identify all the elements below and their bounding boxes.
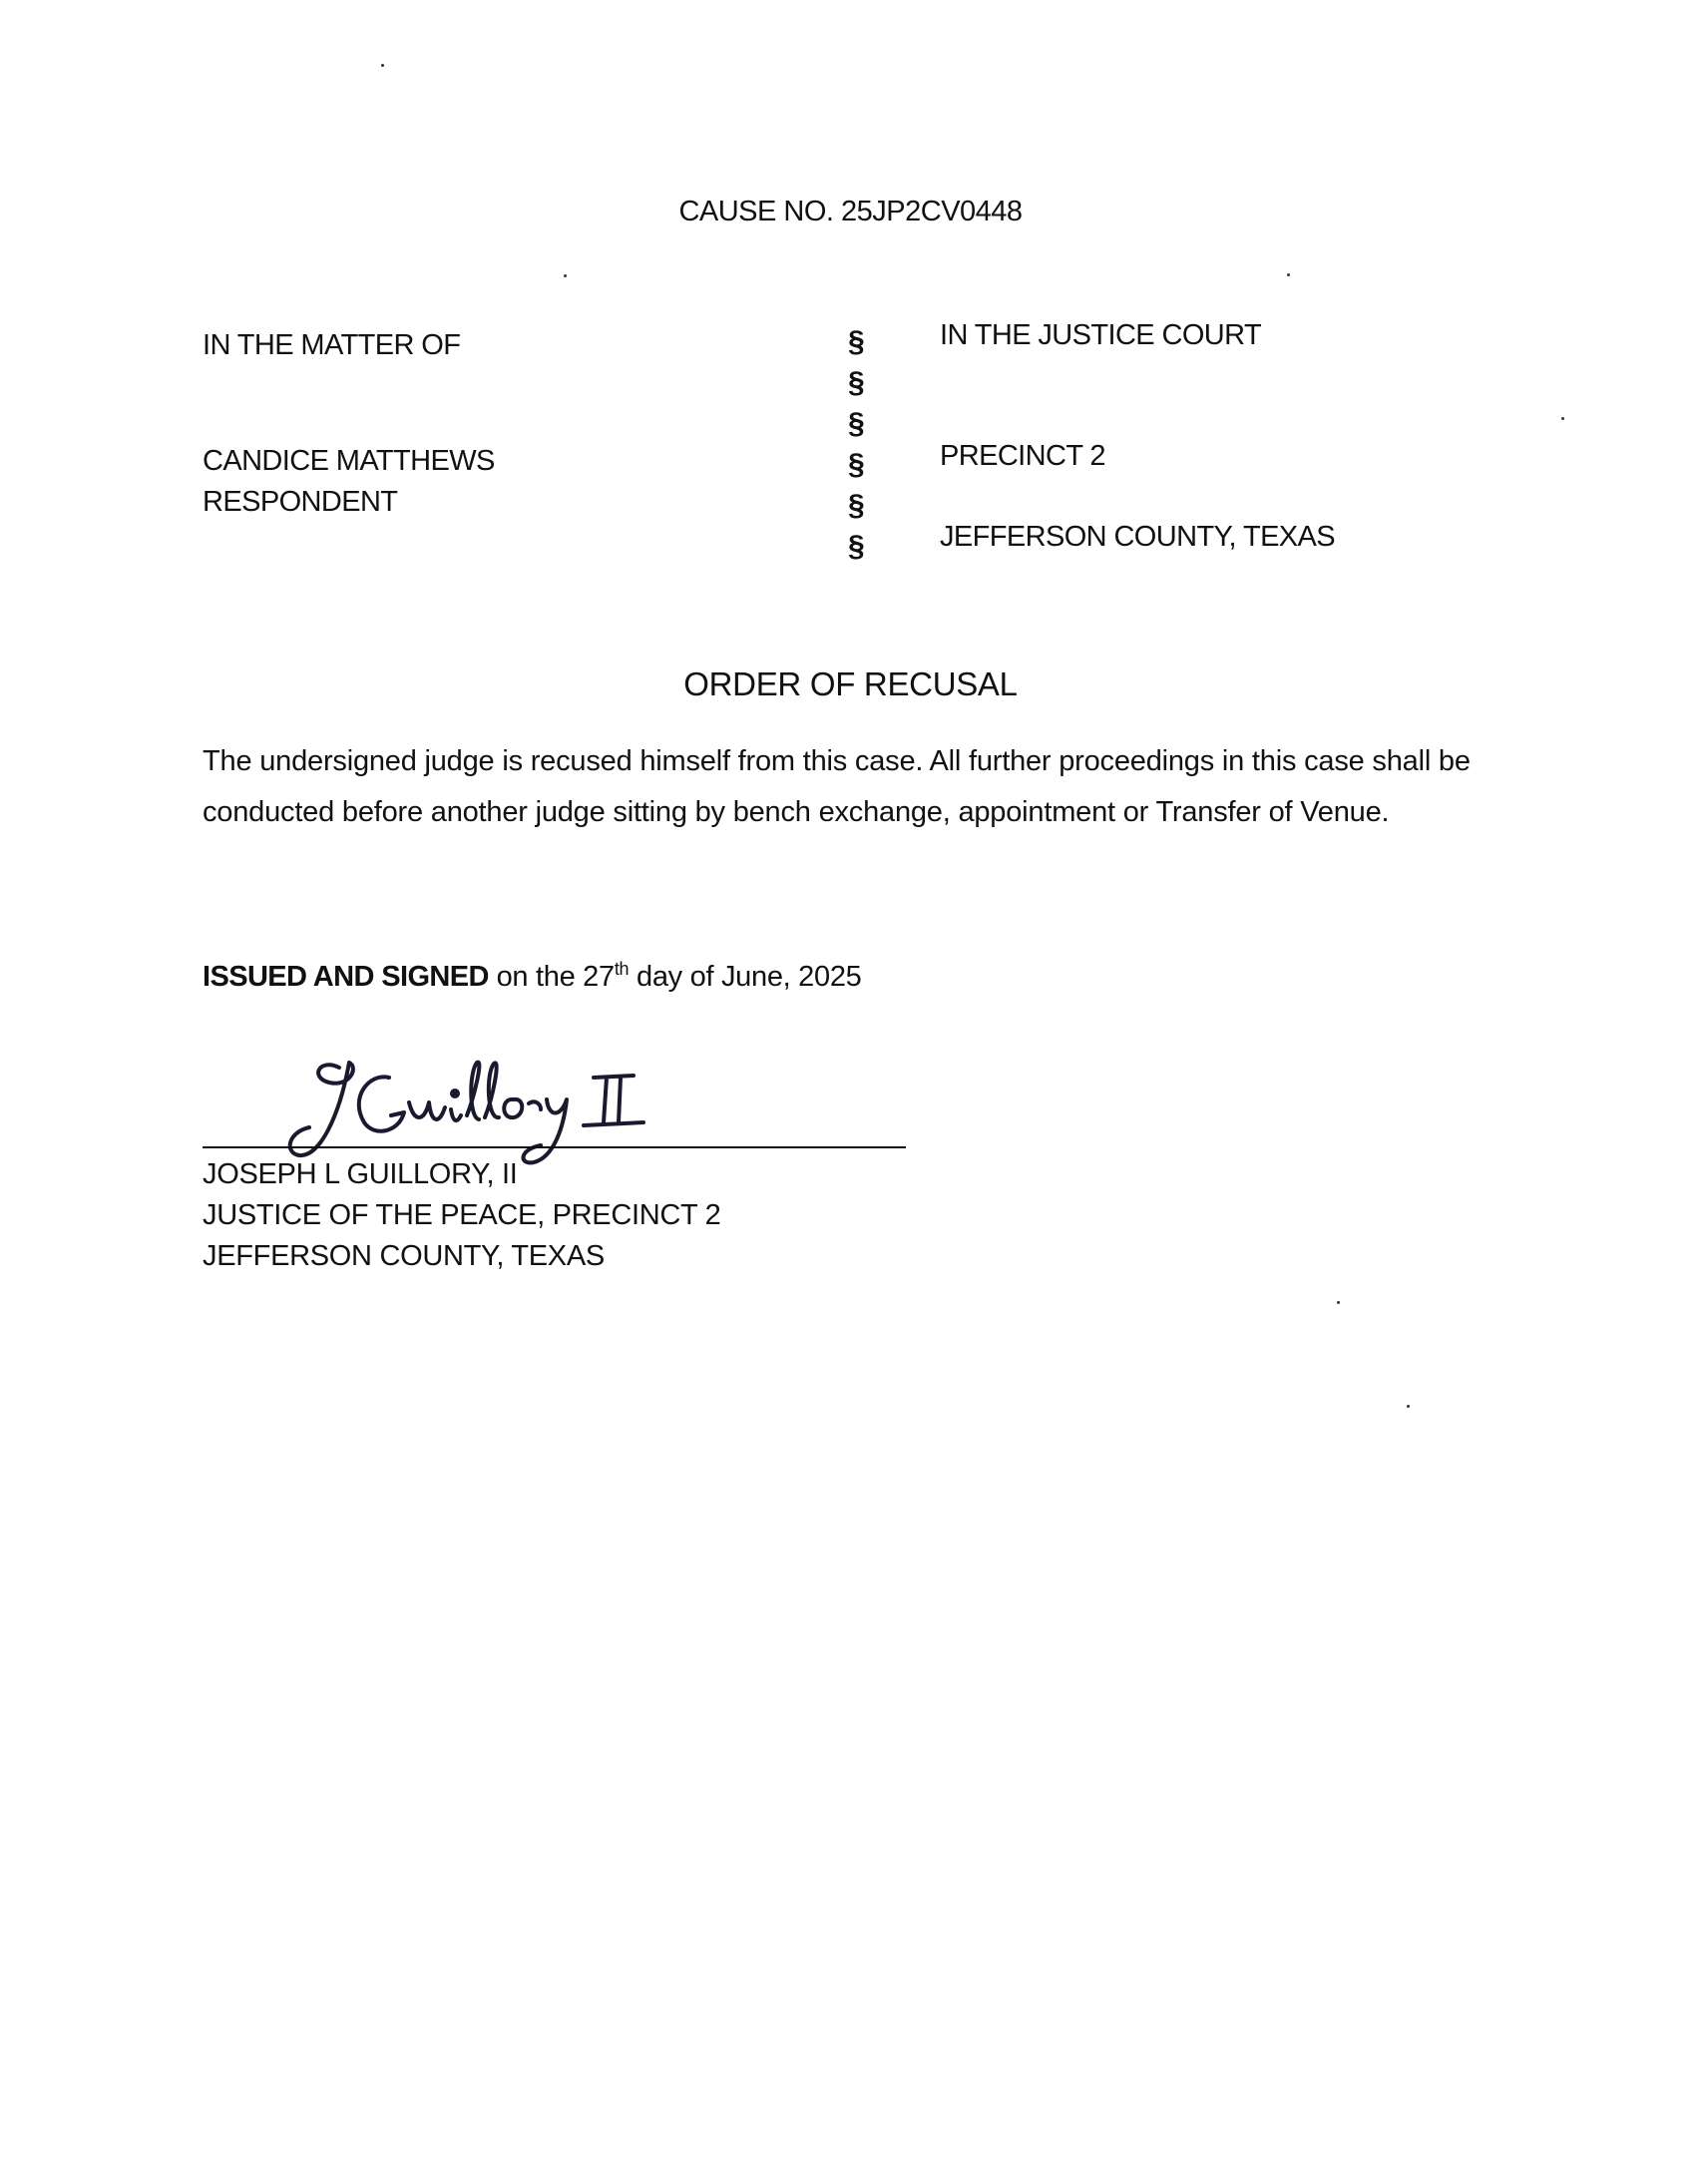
section-symbol: §	[848, 366, 865, 399]
court-name: IN THE JUSTICE COURT	[940, 319, 1262, 351]
precinct: PRECINCT 2	[940, 440, 1105, 472]
signer-name: JOSEPH L GUILLORY, II	[203, 1158, 518, 1190]
scan-speck	[1337, 1301, 1340, 1304]
matter-label: IN THE MATTER OF	[203, 329, 461, 361]
signer-title: JUSTICE OF THE PEACE, PRECINCT 2	[203, 1199, 721, 1231]
section-symbols	[848, 321, 865, 567]
signer-block	[203, 1154, 720, 1277]
section-symbol: §	[848, 448, 865, 481]
section-symbol: §	[848, 489, 865, 522]
section-symbol: §	[848, 530, 865, 563]
caption-left	[203, 325, 495, 523]
scan-speck	[381, 64, 384, 67]
county: JEFFERSON COUNTY, TEXAS	[940, 521, 1336, 553]
issued-text-before: on the 27	[488, 961, 615, 993]
section-symbol: §	[848, 325, 865, 358]
issued-line	[203, 961, 861, 994]
signer-county: JEFFERSON COUNTY, TEXAS	[203, 1240, 605, 1272]
party-name: CANDICE MATTHEWS	[203, 445, 495, 477]
issued-superscript: th	[614, 959, 630, 979]
issued-label: ISSUED AND SIGNED	[203, 961, 489, 993]
scan-speck	[1407, 1405, 1410, 1408]
section-symbol: §	[848, 407, 865, 440]
cause-number: CAUSE NO. 25JP2CV0448	[678, 196, 1023, 227]
order-body: The undersigned judge is recused himself from this case. All further proceedings in this case shall be conducted before another judge sitting by bench exchange, appointment or Transfer of Venue.	[203, 745, 1471, 828]
signature-line	[203, 1146, 906, 1148]
scan-speck	[1561, 417, 1564, 420]
scan-speck	[1287, 273, 1290, 276]
issued-text-after: day of June, 2025	[629, 961, 862, 993]
document-title: ORDER OF RECUSAL	[683, 665, 1018, 702]
party-role: RESPONDENT	[203, 486, 398, 518]
scan-speck	[564, 274, 567, 277]
